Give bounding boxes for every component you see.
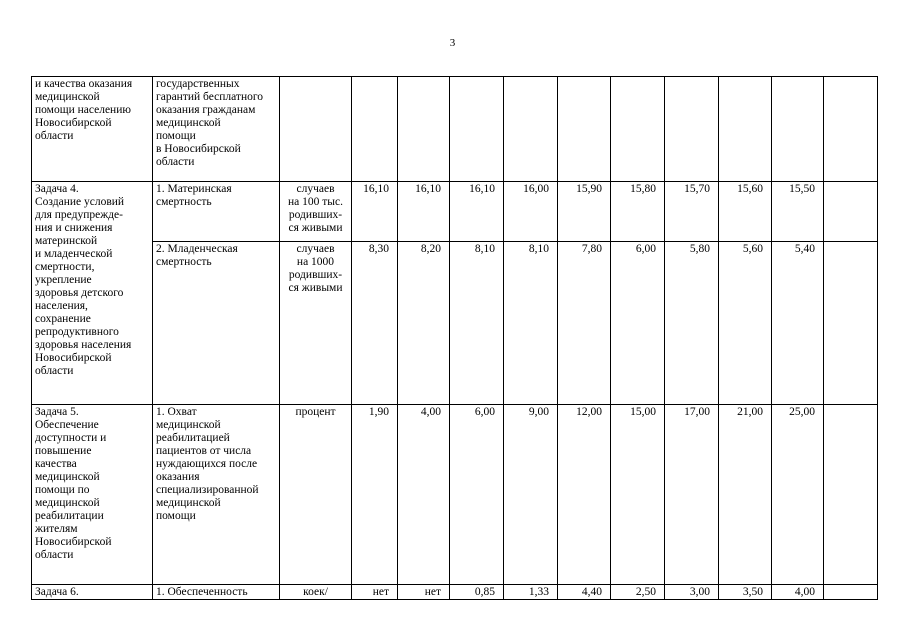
- value-cell: 16,10: [398, 182, 450, 242]
- value-cell: 15,50: [772, 182, 824, 242]
- unit-cell: коек/: [280, 585, 352, 600]
- value-cell: 0,85: [450, 585, 504, 600]
- task-cell: Задача 6.: [32, 585, 153, 600]
- value-cell: 16,00: [504, 182, 558, 242]
- value-cell: [719, 77, 772, 182]
- value-cell: 8,30: [352, 242, 398, 405]
- value-cell: 4,40: [558, 585, 611, 600]
- table-row: [32, 182, 878, 242]
- value-cell: [824, 242, 878, 405]
- value-cell: 25,00: [772, 405, 824, 585]
- value-cell: [824, 585, 878, 600]
- value-cell: 7,80: [558, 242, 611, 405]
- value-cell: 3,00: [665, 585, 719, 600]
- indicator-cell: государственных гарантий бесплатного оказания гражданам медицинской помощи в Новосибирской области: [153, 77, 280, 182]
- value-cell: [772, 77, 824, 182]
- value-cell: 5,80: [665, 242, 719, 405]
- unit-cell: [280, 77, 352, 182]
- value-cell: [824, 405, 878, 585]
- value-cell: [352, 77, 398, 182]
- value-cell: 1,33: [504, 585, 558, 600]
- indicator-cell: 1. Обеспеченность: [153, 585, 280, 600]
- value-cell: [450, 77, 504, 182]
- value-cell: 2,50: [611, 585, 665, 600]
- value-cell: 15,60: [719, 182, 772, 242]
- value-cell: нет: [398, 585, 450, 600]
- value-cell: [504, 77, 558, 182]
- value-cell: 17,00: [665, 405, 719, 585]
- value-cell: [665, 77, 719, 182]
- value-cell: 4,00: [398, 405, 450, 585]
- unit-cell: случаев на 100 тыс. родивших- ся живыми: [280, 182, 352, 242]
- table-row: [32, 77, 878, 182]
- value-cell: [611, 77, 665, 182]
- value-cell: 8,20: [398, 242, 450, 405]
- table-row: [32, 585, 878, 600]
- indicator-cell: 1. Материнская смертность: [153, 182, 280, 242]
- value-cell: 15,90: [558, 182, 611, 242]
- value-cell: 15,80: [611, 182, 665, 242]
- unit-cell: процент: [280, 405, 352, 585]
- table-row: [32, 242, 878, 405]
- value-cell: 15,00: [611, 405, 665, 585]
- table-row: [32, 405, 878, 585]
- value-cell: 9,00: [504, 405, 558, 585]
- indicator-cell: 1. Охват медицинской реабилитацией пациентов от числа нуждающихся после оказания специализированной медицинской помощи: [153, 405, 280, 585]
- value-cell: 8,10: [504, 242, 558, 405]
- value-cell: 16,10: [352, 182, 398, 242]
- value-cell: 5,60: [719, 242, 772, 405]
- value-cell: 8,10: [450, 242, 504, 405]
- task-cell: Задача 4. Создание условий для предупрежде- ния и снижения материнской и младенческой смертности, укрепление здоровья детского населения, сохранение репродуктивного здоровья населения Новосибирской области: [32, 182, 153, 405]
- value-cell: 16,10: [450, 182, 504, 242]
- indicators-table: [31, 76, 878, 600]
- task-cell: и качества оказания медицинской помощи населению Новосибирской области: [32, 77, 153, 182]
- value-cell: 3,50: [719, 585, 772, 600]
- value-cell: [558, 77, 611, 182]
- value-cell: 5,40: [772, 242, 824, 405]
- value-cell: [824, 182, 878, 242]
- indicator-cell: 2. Младенческая смертность: [153, 242, 280, 405]
- value-cell: 6,00: [450, 405, 504, 585]
- value-cell: [824, 77, 878, 182]
- value-cell: нет: [352, 585, 398, 600]
- value-cell: 12,00: [558, 405, 611, 585]
- task-cell: Задача 5. Обеспечение доступности и повышение качества медицинской помощи по медицинской реабилитации жителям Новосибирской области: [32, 405, 153, 585]
- value-cell: 1,90: [352, 405, 398, 585]
- value-cell: 6,00: [611, 242, 665, 405]
- page-number: 3: [449, 37, 456, 49]
- value-cell: 4,00: [772, 585, 824, 600]
- value-cell: 21,00: [719, 405, 772, 585]
- value-cell: [398, 77, 450, 182]
- value-cell: 15,70: [665, 182, 719, 242]
- unit-cell: случаев на 1000 родивших- ся живыми: [280, 242, 352, 405]
